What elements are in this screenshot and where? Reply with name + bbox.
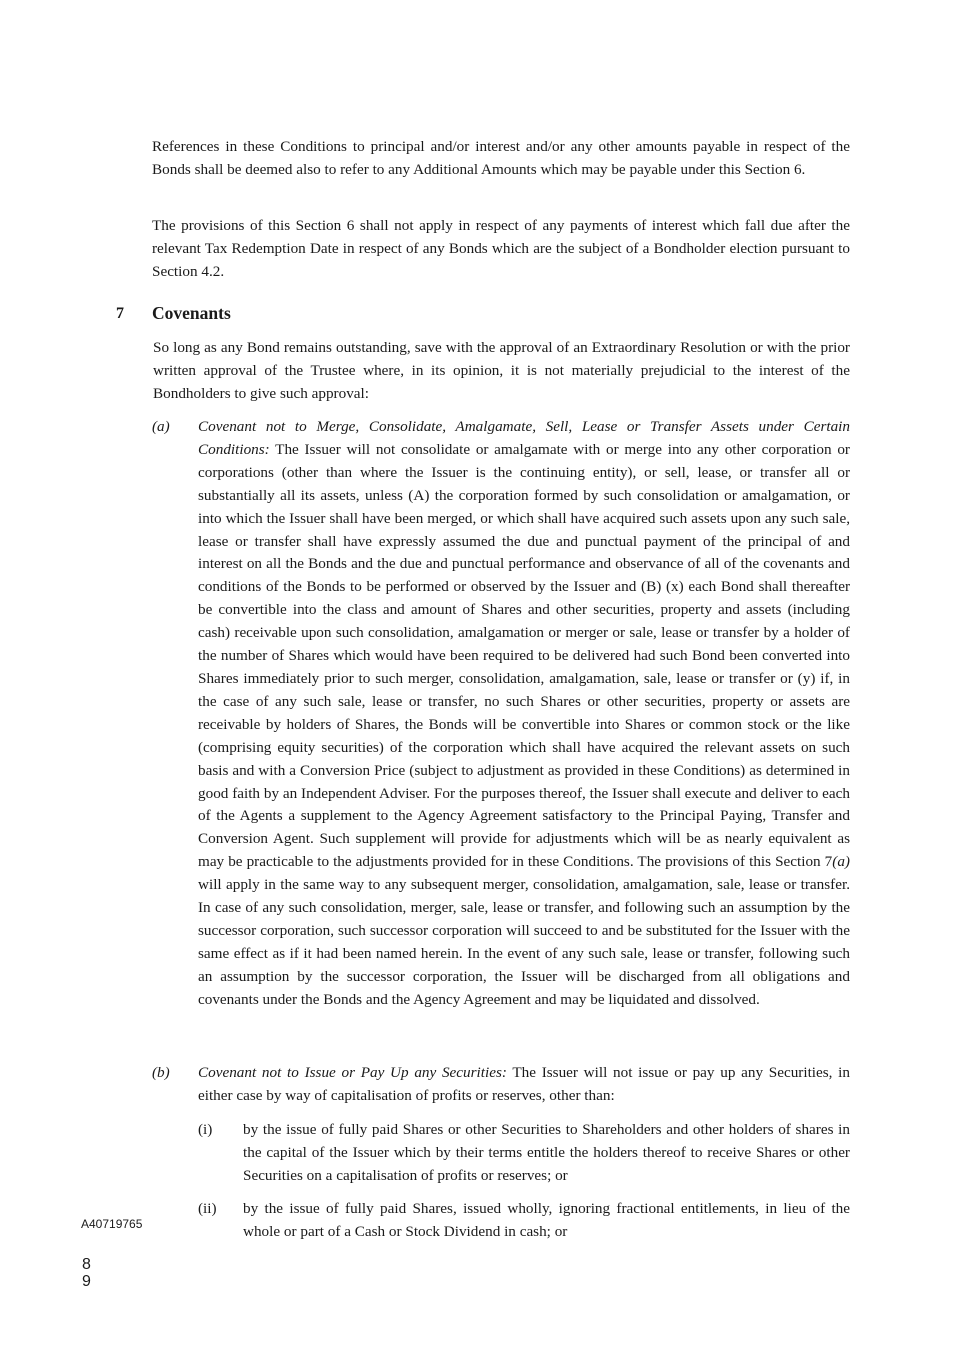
page-number: 89 xyxy=(82,1256,91,1290)
intro-paragraph-2: The provisions of this Section 6 shall not apply in respect of any payments of interest which fall due after the relevant Tax Redemption Date in respect of any Bonds which are the subject of a Bondholder election pursuant to Section 4.2. xyxy=(152,217,850,280)
item-a-text-2: will apply in the same way to any subsequent merger, consolidation, amalgamation, sale, lease or transfer. In case of any such consolidation, merger, sale, lease or transfer, and following such an assumption by the successor corporation, such successor corporation will succeed to and be substituted for the Issuer with the same effect as if it had been named herein. In the event of any such sale, lease or transfer, following such an assumption by the successor corporation, the Issuer will be discharged from all obligations and covenants under the Bonds and the Agency Agreement and may be liquidated and dissolved. xyxy=(198,876,850,1008)
intro-paragraph-1: References in these Conditions to principal and/or interest and/or any other amounts payable in respect of the Bonds shall be deemed also to refer to any Additional Amounts which may be payable under this Section 6. xyxy=(152,138,850,178)
sub-item-i-label: (i) xyxy=(198,1121,213,1138)
item-b-label: (b) xyxy=(152,1064,170,1081)
item-b-text: The Issuer will not issue or pay up any Securities, in either case by way of capitalisation of profits or reserves, other than: xyxy=(198,1064,850,1104)
item-b-body xyxy=(198,1062,850,1108)
item-a-heading: Covenant not to Merge, Consolidate, Amalgamate, Sell, Lease or Transfer Assets under Certain Conditions: xyxy=(198,418,850,458)
sub-item-i-text: by the issue of fully paid Shares or other Securities to Shareholders and other holders of shares in the capital of the Issuer which by their terms entitle the holders thereof to receive Shares or other Securities on a capitalisation of profits or reserves; or xyxy=(243,1121,850,1184)
sub-item-ii-text: by the issue of fully paid Shares, issued wholly, ignoring fractional entitlements, in lieu of the whole or part of a Cash or Stock Dividend in cash; or xyxy=(243,1200,850,1240)
item-a-label: (a) xyxy=(152,418,170,435)
section-title: Covenants xyxy=(152,303,231,323)
sub-item-ii-label: (ii) xyxy=(198,1200,217,1217)
document-reference: A40719765 xyxy=(81,1217,143,1231)
item-a-text-1: The Issuer will not consolidate or amalgamate with or merge into any other corporation or corporations (other than where the Issuer is the continuing entity), or sell, lease, or transfer all or substantially all its assets, unless (A) the corporation formed by such consolidation or amalgamation, or into which the Issuer shall have been merged, or which shall have acquired such assets upon any such sale, lease or transfer shall have expressly assumed the due and punctual payment of the principal of and interest on all the Bonds and the due and punctual performance and observance of all of the covenants and conditions of the Bonds to be performed or observed by the Issuer and (B) (x) each Bond shall thereafter be convertible into the class and amount of Shares and other securities, property and assets (including cash) receivable upon such consolidation, amalgamation or merger or sale, lease or transfer by a holder of the number of Shares which would have been required to be delivered had such Bond been converted into Shares immediately prior to such merger, consolidation, amalgamation, sale, lease or transfer or (y) if, in the case of any such sale, lease or transfer, no such Shares or other securities, property or assets are receivable by holders of Shares, the Bonds will be convertible into Shares or common stock or the like (comprising equity securities) of the corporation which shall have acquired the relevant assets on such basis and with a Conversion Price (subject to adjustment as provided in these Conditions) as determined in good faith by an Independent Adviser. For the purposes thereof, the Issuer shall execute and deliver to each of the Agents a supplement to the Agency Agreement satisfactory to the Principal Paying, Transfer and Conversion Agent. Such supplement will provide for adjustments which will be as nearly equivalent as may be practicable to the adjustments provided for in these Conditions. The provisions of this Section 7 xyxy=(198,440,850,871)
item-b-heading: Covenant not to Issue or Pay Up any Securities: xyxy=(198,1064,507,1081)
section-number: 7 xyxy=(116,305,124,322)
section-lead-paragraph: So long as any Bond remains outstanding, save with the approval of an Extraordinary Resolution or with the prior written approval of the Trustee where, in its opinion, it is not materially prejudicial to the interest of the Bondholders to give such approval: xyxy=(153,339,850,402)
item-a-ref: (a) xyxy=(832,853,850,871)
item-a-body xyxy=(198,416,850,1012)
